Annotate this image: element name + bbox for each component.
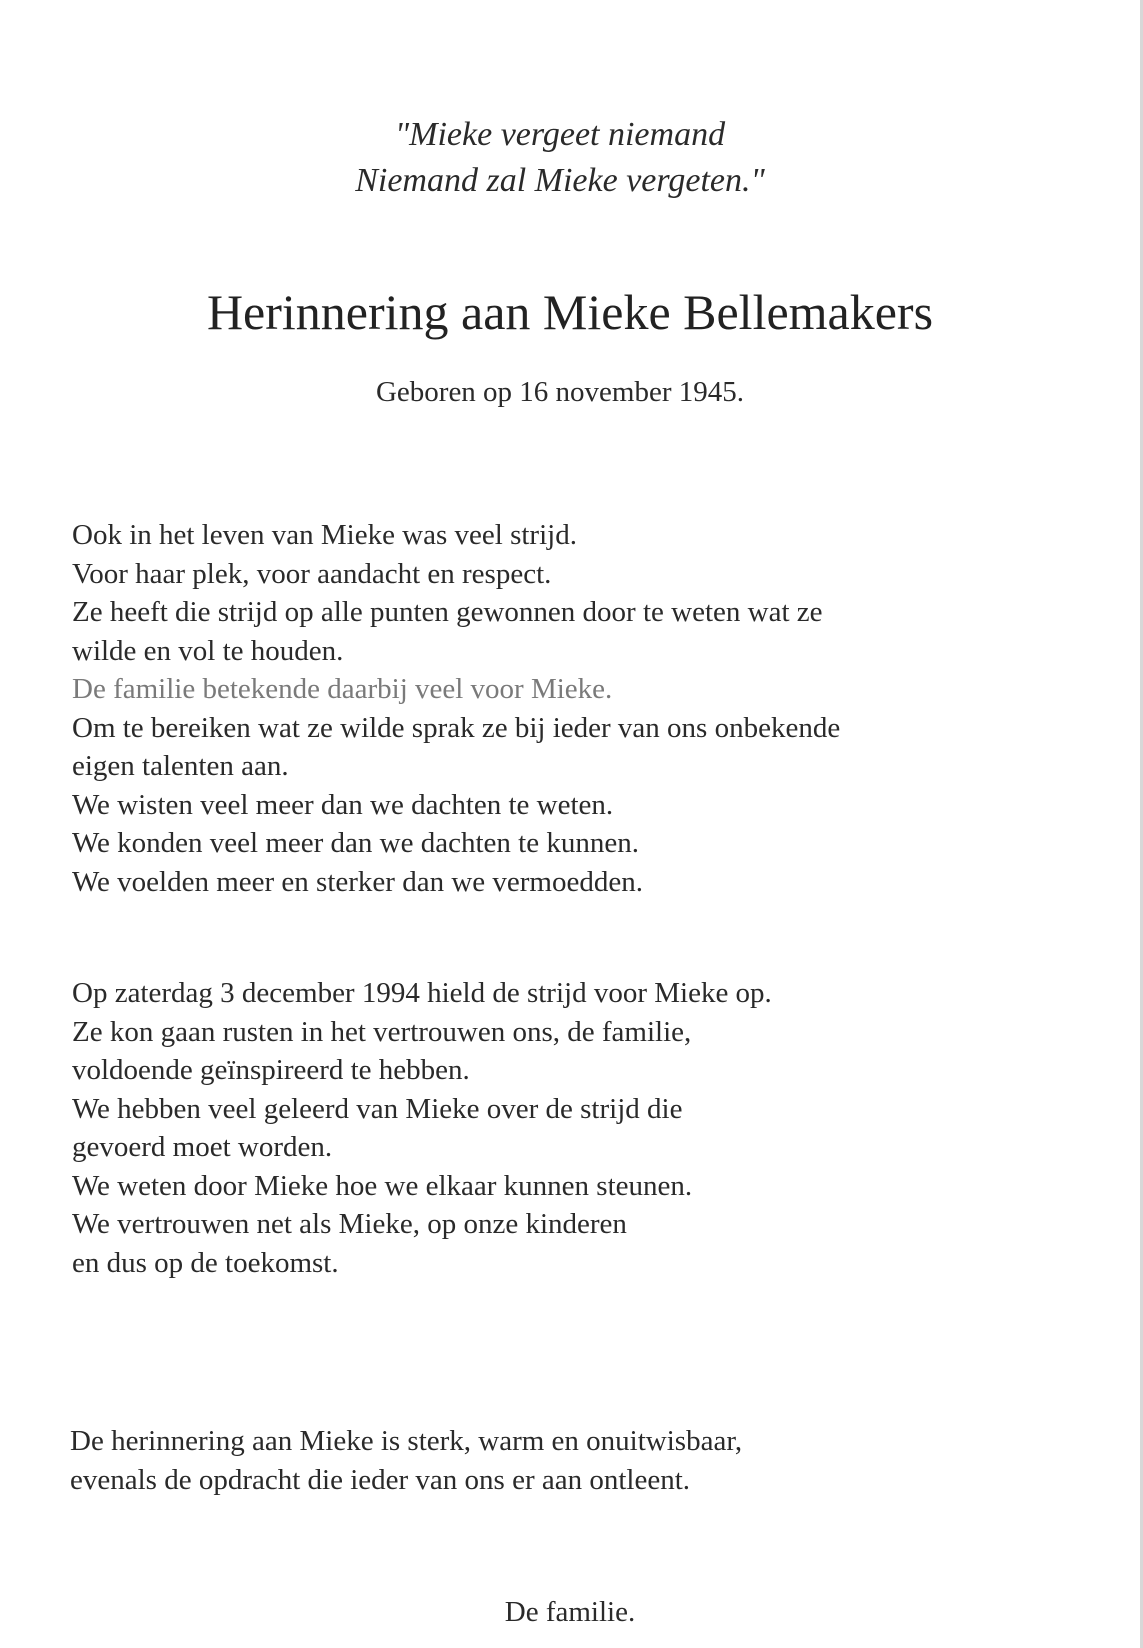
- paragraph-remembrance: [70, 1422, 1070, 1499]
- epigraph-quote: [300, 112, 820, 204]
- text-line: eigen talenten aan.: [72, 750, 289, 782]
- birth-date-line: Geboren op 16 november 1945.: [375, 376, 745, 408]
- text-line: Ze kon gaan rusten in het vertrouwen ons, de familie,: [72, 1015, 692, 1048]
- page-title: Herinnering aan Mieke Bellemakers: [206, 284, 934, 340]
- quote-line: "Mieke vergeet niemand: [394, 116, 726, 153]
- text-line: wilde en vol te houden.: [72, 634, 344, 667]
- quote-line: Niemand zal Mieke vergeten.": [355, 162, 765, 199]
- text-line: voldoende geïnspireerd te hebben.: [72, 1054, 470, 1086]
- text-line: gevoerd moet worden.: [72, 1131, 333, 1163]
- signature: De familie.: [504, 1596, 636, 1628]
- text-line: We wisten veel meer dan we dachten te weten.: [72, 788, 614, 821]
- text-line: Om te bereiken wat ze wilde sprak ze bij ieder van ons onbekende: [72, 711, 841, 744]
- text-line: Ook in het leven van Mieke was veel strijd.: [72, 519, 577, 551]
- text-line: Ze heeft die strijd op alle punten gewonnen door te weten wat ze: [72, 596, 823, 628]
- text-line: De herinnering aan Mieke is sterk, warm en onuitwisbaar,: [70, 1425, 743, 1457]
- text-line: en dus op de toekomst.: [72, 1246, 339, 1279]
- text-line: We konden veel meer dan we dachten te kunnen.: [72, 827, 639, 859]
- text-line: Voor haar plek, voor aandacht en respect.: [72, 557, 552, 590]
- text-line: De familie betekende daarbij veel voor Mieke.: [72, 673, 613, 705]
- text-line: evenals de opdracht die ieder van ons er aan ontleent.: [70, 1463, 691, 1496]
- text-line: We weten door Mieke hoe we elkaar kunnen steunen.: [72, 1169, 693, 1202]
- paragraph-life: [72, 516, 1072, 901]
- text-line: We voelden meer en sterker dan we vermoedden.: [72, 865, 643, 898]
- text-line: Op zaterdag 3 december 1994 hield de strijd voor Mieke op.: [72, 977, 772, 1009]
- text-line: We vertrouwen net als Mieke, op onze kinderen: [72, 1208, 627, 1240]
- paragraph-passing: [72, 974, 1072, 1282]
- text-line: We hebben veel geleerd van Mieke over de strijd die: [72, 1092, 683, 1125]
